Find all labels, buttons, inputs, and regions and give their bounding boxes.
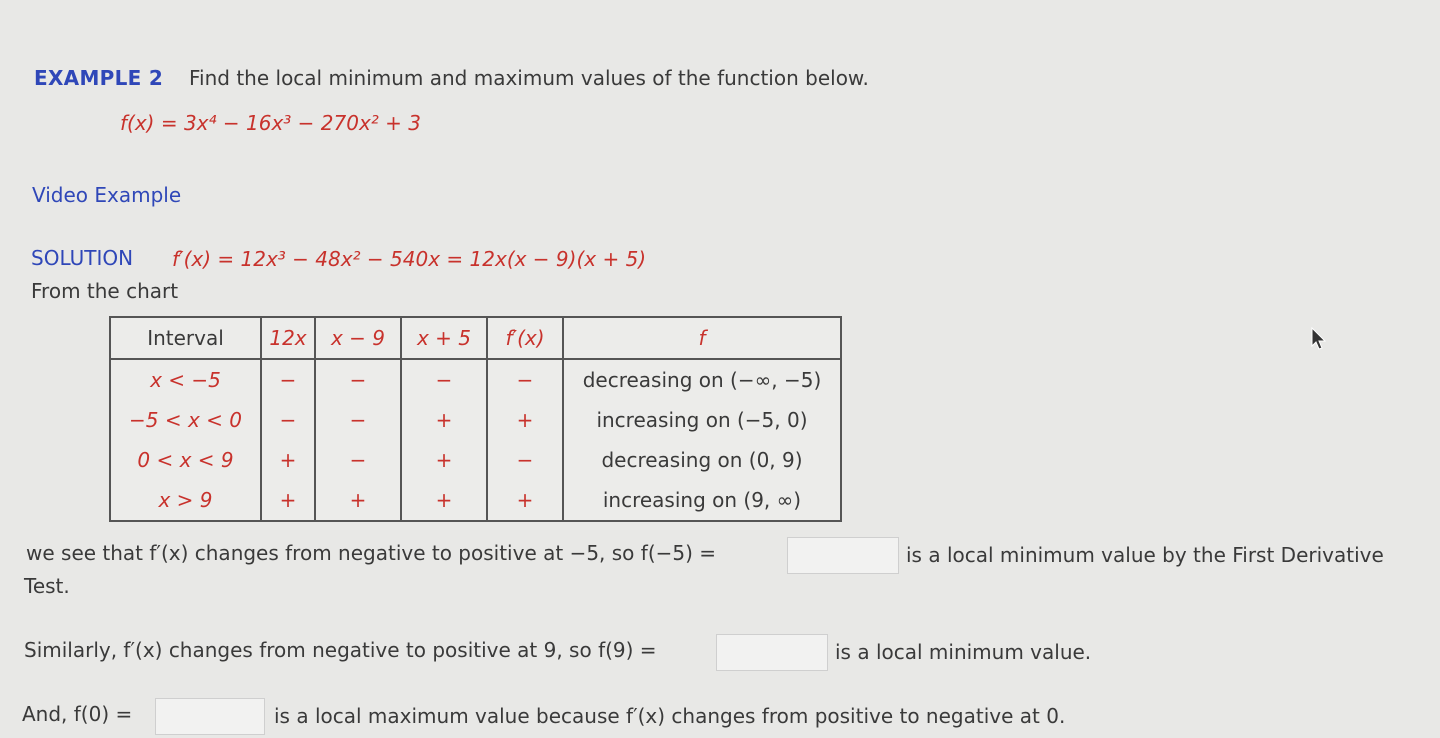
from-chart-text: From the chart [31, 279, 179, 303]
header-interval: Interval [110, 317, 261, 359]
table-row [110, 359, 841, 400]
example-label: EXAMPLE 2 [34, 66, 164, 90]
cell-behavior: decreasing on (−∞, −5) [563, 359, 841, 400]
cell-sign: + [487, 400, 563, 440]
second-min-statement-text: Similarly, f′(x) changes from negative to positive at 9, so f(9) = [24, 638, 657, 662]
cell-sign: − [315, 440, 401, 480]
cell-sign: − [261, 359, 315, 400]
header-x-plus-5: x + 5 [401, 317, 487, 359]
function-formula: f(x) = 3x⁴ − 16x³ − 270x² + 3 [120, 111, 422, 135]
cell-interval: 0 < x < 9 [110, 440, 261, 480]
header-12x: 12x [261, 317, 315, 359]
header-f-prime: f′(x) [487, 317, 563, 359]
header-f: f [563, 317, 841, 359]
cell-interval: x > 9 [110, 480, 261, 521]
cell-sign: + [401, 440, 487, 480]
cell-sign: + [401, 480, 487, 521]
table-row [110, 440, 841, 480]
max-statement-tail: is a local maximum value because f′(x) changes from positive to negative at 0. [274, 704, 1066, 728]
max-statement-text: And, f(0) = [22, 702, 133, 726]
cell-sign: − [315, 359, 401, 400]
cell-sign: + [487, 480, 563, 521]
table-row [110, 480, 841, 521]
mouse-cursor-icon [1310, 327, 1328, 351]
header-x-minus-9: x − 9 [315, 317, 401, 359]
cell-sign: − [487, 440, 563, 480]
cell-sign: + [261, 440, 315, 480]
solution-label: SOLUTION [31, 246, 134, 270]
cell-sign: − [315, 400, 401, 440]
f-9-answer-input[interactable] [716, 634, 828, 671]
video-example-link[interactable]: Video Example [32, 183, 182, 207]
cell-behavior: increasing on (9, ∞) [563, 480, 841, 521]
table-row [110, 400, 841, 440]
second-min-statement-tail: is a local minimum value. [835, 640, 1092, 664]
table-header-row [110, 317, 841, 359]
cell-interval: −5 < x < 0 [110, 400, 261, 440]
f-0-answer-input[interactable] [155, 698, 265, 735]
cell-behavior: decreasing on (0, 9) [563, 440, 841, 480]
min-statement-tail: is a local minimum value by the First Derivative [906, 543, 1384, 567]
example-prompt: Find the local minimum and maximum values of the function below. [189, 66, 869, 90]
min-statement-text: we see that f′(x) changes from negative to positive at −5, so f(−5) = [26, 541, 717, 565]
sign-chart-table [109, 316, 842, 522]
cell-sign: + [261, 480, 315, 521]
cell-behavior: increasing on (−5, 0) [563, 400, 841, 440]
cell-sign: + [401, 400, 487, 440]
cell-sign: − [401, 359, 487, 400]
cell-sign: − [261, 400, 315, 440]
derivative-formula: f′(x) = 12x³ − 48x² − 540x = 12x(x − 9)(x + 5) [172, 247, 647, 271]
cell-interval: x < −5 [110, 359, 261, 400]
min-statement-cont: Test. [24, 574, 70, 598]
cell-sign: − [487, 359, 563, 400]
cell-sign: + [315, 480, 401, 521]
f-minus5-answer-input[interactable] [787, 537, 899, 574]
